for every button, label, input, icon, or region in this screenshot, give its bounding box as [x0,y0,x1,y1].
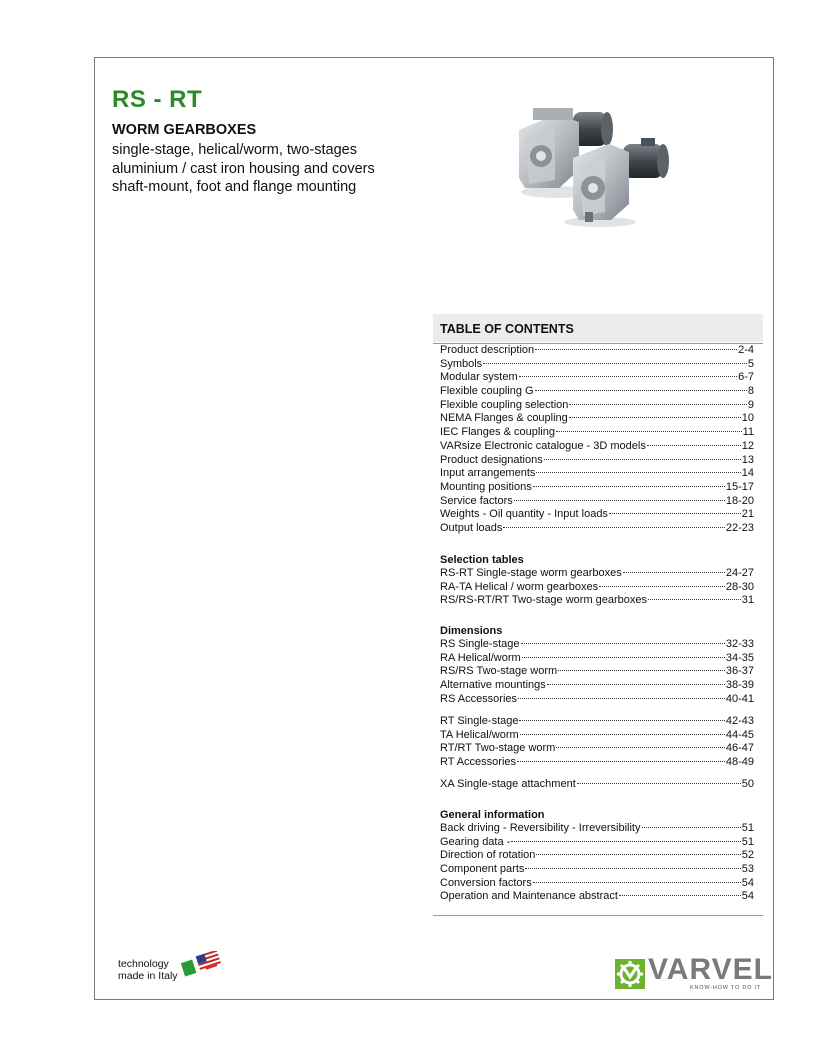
toc-entry-page: 44-45 [725,728,754,741]
toc-entry[interactable] [440,822,754,836]
toc-entry[interactable] [440,412,754,426]
toc-entry-label: Input arrangements [440,467,536,480]
description-line: aluminium / cast iron housing and covers [112,160,375,177]
toc-leader [558,670,725,671]
italy-usa-flag-icon [178,951,224,977]
toc-leader [647,445,741,446]
toc-entry[interactable] [440,693,754,707]
toc-entry-label: Mounting positions [440,480,532,493]
toc-entry[interactable] [440,849,754,863]
toc-entry-page: 24-27 [725,567,754,579]
toc-section-title: General information [440,809,545,821]
toc-entry[interactable] [440,638,754,652]
toc-entry-page: 46-47 [725,742,754,755]
toc-entry-label: RT/RT Two-stage worm [440,742,556,755]
toc-entry[interactable] [440,567,754,581]
toc-entry-page: 5 [747,357,754,370]
toc-entry-label: RS-RT Single-stage worm gearboxes [440,567,622,579]
toc-entry[interactable] [440,756,754,770]
toc-entry[interactable] [440,426,754,440]
toc-leader [525,868,740,869]
toc-entry-label: Service factors [440,494,513,507]
toc-entry-page: 34-35 [725,651,754,664]
toc-entry-page: 11 [742,426,754,439]
toc-selection-section [440,553,754,608]
toc-entry[interactable] [440,715,754,729]
toc-entry-label: NEMA Flanges & coupling [440,412,568,425]
toc-entry-label: Alternative mountings [440,679,546,692]
toc-entry-label: RS Single-stage [440,638,520,650]
toc-entry[interactable] [440,679,754,693]
toc-leader [547,684,725,685]
toc-section-title: Selection tables [440,554,524,566]
toc-entry-label: Weights - Oil quantity - Input loads [440,508,608,521]
brand-name: VARVEL [648,953,773,986]
toc-entry[interactable] [440,729,754,743]
toc-entry-page: 9 [747,398,754,411]
toc-leader [522,657,725,658]
gearbox-product-photo [505,100,675,228]
toc-general-section [440,808,754,904]
toc-entry-page: 31 [741,594,754,607]
toc-leader [556,747,725,748]
toc-leader [599,586,725,587]
toc-entry-page: 54 [741,876,754,889]
toc-entry-label: RS Accessories [440,692,518,705]
toc-entry[interactable] [440,358,754,372]
toc-leader [503,527,724,528]
toc-leader [535,349,737,350]
toc-entry[interactable] [440,581,754,595]
toc-entry-page: 18-20 [725,494,754,507]
toc-entry[interactable] [440,742,754,756]
toc-leader [483,363,747,364]
toc-entry[interactable] [440,454,754,468]
toc-main-list [440,344,754,536]
toc-entry-page: 53 [741,863,754,876]
toc-entry-label: Component parts [440,863,525,876]
toc-leader [520,734,725,735]
toc-entry[interactable] [440,399,754,413]
tech-made-in-italy [118,958,178,982]
toc-entry[interactable] [440,344,754,358]
brand-tagline: KNOW-HOW TO DO IT [690,985,762,991]
toc-entry-page: 51 [741,822,754,834]
toc-leader [623,572,725,573]
toc-entry-page: 10 [741,412,754,425]
toc-entry-page: 48-49 [725,756,754,769]
toc-entry-label: Gearing data - [440,835,511,848]
toc-leader [609,513,741,514]
toc-entry[interactable] [440,665,754,679]
tech-line: made in Italy [118,970,178,982]
toc-section-title: Dimensions [440,625,503,637]
page-subtitle: WORM GEARBOXES [112,122,257,138]
toc-entry[interactable] [440,836,754,850]
toc-entry-label: RS/RS Two-stage worm [440,665,558,678]
toc-entry-label: Output loads [440,521,503,534]
toc-leader [569,417,741,418]
tech-line: technology [118,958,169,970]
toc-leader [514,500,725,501]
toc-entry-label: Flexible coupling G [440,385,534,398]
toc-entry-page: 22-23 [725,521,754,534]
toc-entry[interactable] [440,508,754,522]
toc-leader [536,472,740,473]
toc-entry[interactable] [440,467,754,481]
toc-leader [619,895,741,896]
toc-entry-page: 6-7 [738,371,754,384]
toc-leader [533,486,725,487]
toc-entry-page: 2-4 [738,344,754,356]
toc-entry-label: RA Helical/worm [440,651,521,664]
toc-bottom-divider [433,915,763,916]
toc-entry-page: 14 [741,467,754,480]
toc-leader [517,761,725,762]
toc-entry-page: 32-33 [725,638,754,650]
toc-entry-label: Back driving - Reversibility - Irreversibility [440,822,641,834]
toc-entry[interactable] [440,652,754,666]
toc-entry-page: 54 [741,890,754,903]
toc-leader [533,882,741,883]
toc-leader [648,599,741,600]
toc-entry[interactable] [440,863,754,877]
toc-entry-label: TA Helical/worm [440,728,519,741]
toc-leader [536,854,740,855]
description-line: shaft-mount, foot and flange mounting [112,179,357,195]
toc-entry-page: 50 [741,778,754,790]
toc-entry[interactable] [440,890,754,904]
toc-entry-page: 42-43 [725,715,754,727]
toc-entry-page: 8 [747,385,754,398]
toc-heading: TABLE OF CONTENTS [440,322,574,336]
toc-entry-page: 12 [741,439,754,452]
toc-leader [642,827,741,828]
toc-entry-label: Product description [440,344,535,356]
toc-entry[interactable] [440,481,754,495]
toc-entry[interactable] [440,371,754,385]
toc-entry[interactable] [440,495,754,509]
toc-entry[interactable] [440,778,754,792]
toc-leader [535,390,747,391]
toc-entry-page: 21 [741,508,754,521]
toc-entry-label: Direction of rotation [440,849,536,862]
toc-header [433,314,763,342]
toc-entry[interactable] [440,594,754,608]
toc-entry-label: Flexible coupling selection [440,398,569,411]
toc-leader [518,698,725,699]
toc-dimensions-section [440,624,754,706]
toc-leader [556,431,742,432]
toc-entry-page: 40-41 [725,692,754,705]
toc-leader [544,459,741,460]
toc-entry-label: RA-TA Helical / worm gearboxes [440,580,599,593]
toc-leader [511,841,740,842]
toc-leader [521,643,725,644]
product-description [112,141,375,197]
toc-leader [569,404,746,405]
toc-dimensions-xa-list [440,778,754,792]
toc-entry[interactable] [440,877,754,891]
toc-dimensions-rt-list [440,715,754,770]
toc-entry-label: RS/RS-RT/RT Two-stage worm gearboxes [440,594,648,607]
toc-entry-page: 15-17 [725,480,754,493]
toc-leader [577,783,741,784]
toc-entry-page: 28-30 [725,580,754,593]
toc-entry-label: Symbols [440,357,483,370]
toc-entry[interactable] [440,385,754,399]
toc-entry[interactable] [440,440,754,454]
toc-entry-label: RT Accessories [440,756,517,769]
toc-entry-label: RT Single-stage [440,715,519,727]
description-line: single-stage, helical/worm, two-stages [112,142,357,158]
toc-entry-page: 52 [741,849,754,862]
toc-entry-label: XA Single-stage attachment [440,778,576,790]
toc-entry-label: VARsize Electronic catalogue - 3D models [440,439,646,452]
toc-leader [519,376,737,377]
toc-entry-page: 13 [741,453,754,466]
toc-entry-label: Conversion factors [440,876,532,889]
toc-entry-page: 51 [741,835,754,848]
toc-entry-page: 38-39 [725,679,754,692]
toc-entry-label: Modular system [440,371,518,384]
toc-entry-page: 36-37 [725,665,754,678]
toc-entry-label: Operation and Maintenance abstract [440,890,618,903]
toc-leader [519,720,724,721]
toc-entry-label: Product designations [440,453,543,466]
toc-entry[interactable] [440,522,754,536]
page-title: RS - RT [112,86,203,113]
toc-entry-label: IEC Flanges & coupling [440,426,555,439]
